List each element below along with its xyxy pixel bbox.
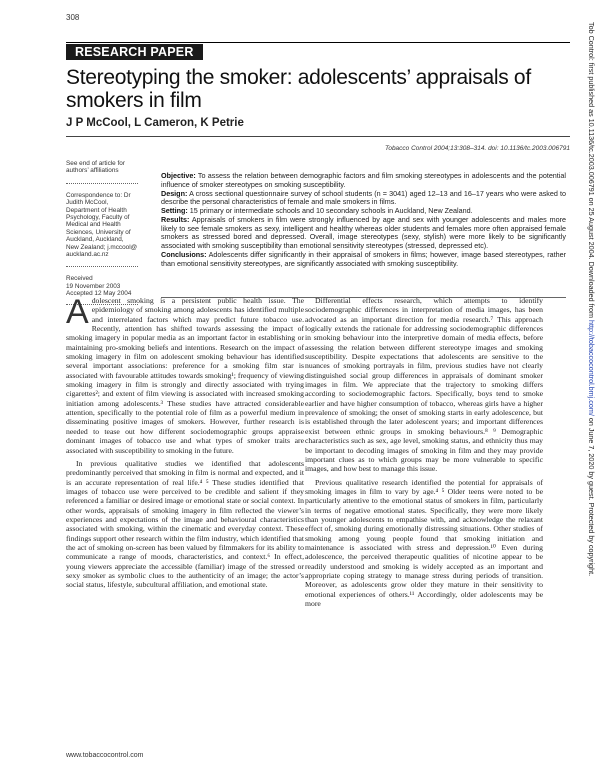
abstract-design: [161, 190, 566, 208]
paragraph: Differential effects research, which attempts to identify sociodemographic differences in interpretation of media images, has been advocated as an important direction for media research.⁷ This approach logically extends the rationale for addressing sociodemographic differences in smoking behaviour into the interpretive domain of media effects, before assessing the relation between different stereotype images and smoking susceptibility. Despite expectations that adolescents are sensitive to the nuances of smoking portrayals in film, previous studies have not clearly distinguished social group differences in appraisals of dominant smoker images in film. We appreciate that the trajectory to smoking differs according to sociodemographic factors. Specifically, boys tend to smoke earlier and have higher consumption of tobacco, whereas girls have a higher prevalence of smoking; the onset of smoking starts in early adolescence, but is established through the later adolescent years; and important differences exist between ethnic groups in smoking behaviours.⁸ ⁹ Demographic characteristics such as sex, age level, smoking status, and ethnicity thus may be important to decoding images of smoking in film and they may provide important clues as to which groups may be more vulnerable to specific images, and how best to manage this issue.: [305, 296, 543, 474]
page-number: 308: [66, 13, 80, 22]
abstract-conclusions-label: Conclusions:: [161, 249, 207, 259]
sidebar-divider: [66, 266, 138, 267]
correspondence: Correspondence to: Dr Judith McCool, Department of Health Psychology, Faculty of Medical and Health Sciences, University of Auckland, Auckland, New Zealand; j.mccool@ auckland.ac.nz: [66, 191, 138, 259]
download-notice: [586, 22, 596, 762]
paragraph: Previous qualitative research identified the potential for appraisals of smoking images in film to vary by age.⁴ ⁵ Older teens were noted to be particularly attentive to the emotional status of smokers in film, particularly in terms of negative emotional states. Specifically, they were more likely than younger adolescents to empathise with, and acknowledge the relaxant effect of, smoking during emotionally distressing situations. Other studies of smoking among young people found that smoking initiation and maintenance is associated with stress and depression.¹⁰ Even during adolescence, the perceived therapeutic qualities of nicotine appear to be readily understood and smoking is widely accepted as an important and appropriate coping strategy to manage stress during periods of transition. Moreover, as adolescents grow older they mature in their sensitivity to emotional experiences of others.¹¹ Accordingly, older adolescents may be more: [305, 477, 543, 608]
footer-url: www.tobaccocontrol.com: [66, 752, 144, 759]
paragraph: In previous qualitative studies we identified that adolescents predominantly perceived that smoking in film is normal and expected, and it is an accurate representation of real life.⁴ ⁵ These studies identified that images of tobacco use were perceived to be credible and salient if they referenced a familiar or desired image or emotional state or social context. In other words, appraisals of smoking imagery in film reflected the viewer’s experiences and expectations of the image and behavioural characteristics associated with smoking, within the cinematic and everyday context. These findings support other research within the film industry, which identified that the act of smoking on-screen has been valued by filmmakers for its ability to communicate a range of moods, characteristics, and context.⁶ In effect, young viewers appreciate the accessible (familiar) image of the stressed or sexy smoker as symbolic clues to the authenticity of an image; the actor’s social status, lifestyle, subcultural affiliation, and emotional state.: [66, 458, 304, 590]
abstract-setting-text: 15 primary or intermediate schools and 10 secondary schools in Auckland, New Zealand.: [187, 206, 473, 215]
abstract-objective-text: To assess the relation between demographic factors and film smoking stereotypes in adolescents and the potential influence of smoker stereotypes on smoking susceptibility.: [161, 171, 566, 189]
drop-cap: A: [66, 293, 89, 331]
abstract-conclusions: [161, 251, 566, 269]
article-title: Stereotyping the smoker: adolescents’ appraisals of smokers in film: [66, 66, 531, 112]
citation: Tobacco Control 2004;13:308–314. doi: 10.1136/tc.2003.006791: [384, 145, 570, 152]
received-date: 19 November 2003: [66, 282, 121, 290]
accepted-date: Accepted 12 May 2004: [66, 290, 132, 298]
abstract-results-label: Results:: [161, 214, 190, 224]
download-notice-text: Tob Control: first published as 10.1136/tc.2003.006791 on 25 August 2004. Downloaded from: [587, 22, 596, 320]
abstract-setting-label: Setting:: [161, 206, 188, 215]
download-notice-text: on June 7, 2020 by guest. Protected by copyright.: [587, 415, 596, 577]
sidebar-divider: [66, 183, 138, 184]
abstract-conclusions-text: Adolescents differ significantly in their appraisal of smokers in films; however, image based stereotypes, rather than emotional sensitivity stereotypes, are significantly associated with smoking susceptibility.: [161, 249, 566, 268]
abstract-objective: [161, 172, 566, 190]
download-link[interactable]: http://tobaccocontrol.bmj.com/: [587, 319, 596, 416]
abstract-design-label: Design:: [161, 188, 188, 198]
body-column-right: [305, 296, 543, 608]
sidebar: [66, 160, 138, 313]
author-divider: [66, 136, 570, 137]
abstract-results-text: Appraisals of smokers in film were strongly influenced by age and sex with younger adolescents and males more likely to see female smokers as sexy, intelligent and healthy whereas older students and females more often appraised female smokers as stressed bored and depressed. Overall, image stereotypes (sexy, stylish) were more likely to be significantly associated with smoking susceptibility than emotional sensitivity stereotypes (stressed, depressed etc).: [161, 214, 566, 250]
authors: J P McCool, L Cameron, K Petrie: [66, 117, 244, 129]
abstract: [161, 172, 566, 268]
received-label: Received: [66, 275, 93, 283]
section-label: RESEARCH PAPER: [66, 44, 203, 60]
paragraph-text: dolescent smoking is a persistent public health issue. The epidemiology of smoking among adolescents has identified multiple and interrelated factors which may predict future tobacco use. Recently, attention has shifted towards assessing the impact of smoking imagery in popular media as an important factor in establishing or maintaining pro-smoking beliefs and intentions. Research on the impact of smoking imagery in film on adolescent smoking behaviour has identified several important associations: preference for a smoking film star is associated with favourable attitudes towards smoking¹; frequency of viewing smoking imagery in film is strongly and directly associated with trying cigarettes²; and extent of film viewing is associated with increased smoking initiation among adolescents.³ These studies have attracted considerable attention, specifically to the potential role of film as a powerful medium in disseminating positive images of smokers. However, further research is needed to tease out how different sociodemographic groups appraise dominant images of tobacco use and what types of smoker traits are associated with susceptibility to smoking in the future.: [66, 296, 304, 455]
abstract-design-text: A cross sectional questionnaire survey of school students (n = 3041) aged 12–13 and 16–17 years who were asked to describe the personal characteristics of female and male smokers in films.: [161, 188, 566, 207]
section-banner: [66, 42, 570, 60]
abstract-objective-label: Objective:: [161, 171, 196, 180]
affiliations-note: See end of article for authors’ affiliations: [66, 160, 125, 175]
abstract-results: [161, 216, 566, 251]
